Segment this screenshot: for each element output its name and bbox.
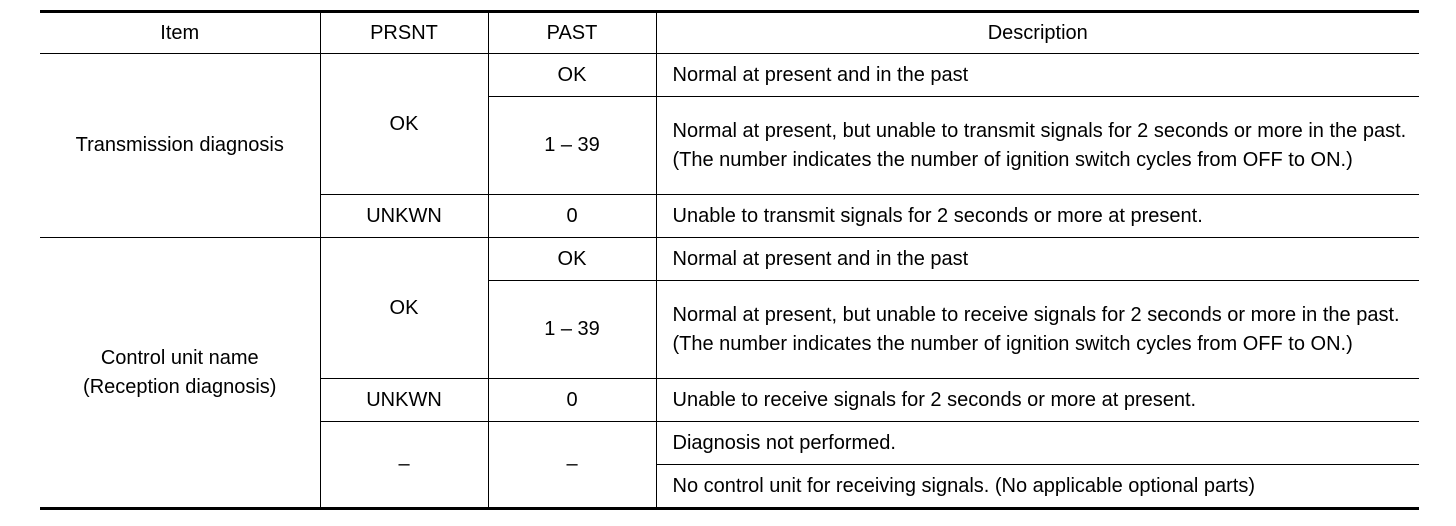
description-cell: Diagnosis not performed. [656,422,1419,465]
description-cell: Normal at present, but unable to receive signals for 2 seconds or more in the past. (The number indicates the number of ignition switch cycles from OFF to ON.) [656,281,1419,379]
table-row [40,238,1419,281]
item-control-unit-name [40,238,320,509]
description-cell: Normal at present and in the past [656,54,1419,97]
transmission-group [40,54,1419,238]
description-cell: Unable to receive signals for 2 seconds or more at present. [656,379,1419,422]
description-cell: Normal at present, but unable to transmit signals for 2 seconds or more in the past. (The number indicates the number of ignition switch cycles from OFF to ON.) [656,97,1419,195]
description-cell: No control unit for receiving signals. (No applicable optional parts) [656,465,1419,509]
past-cell: OK [488,238,656,281]
past-cell: 1 – 39 [488,281,656,379]
table-header [40,12,1419,54]
item-line: Transmission diagnosis [75,134,284,156]
prsnt-cell: OK [320,238,488,379]
diagnosis-table [40,10,1419,510]
table-row [40,54,1419,97]
past-cell: – [488,422,656,509]
header-prsnt: PRSNT [320,12,488,54]
prsnt-cell: – [320,422,488,509]
item-line: (Reception diagnosis) [83,375,277,398]
header-item: Item [40,12,320,54]
prsnt-cell: UNKWN [320,195,488,238]
past-cell: 0 [488,195,656,238]
description-cell: Unable to transmit signals for 2 seconds or more at present. [656,195,1419,238]
item-line: Control unit name [100,346,259,369]
past-cell: 1 – 39 [488,97,656,195]
header-past: PAST [488,12,656,54]
header-description: Description [656,12,1419,54]
prsnt-cell: UNKWN [320,379,488,422]
item-transmission-diagnosis [40,54,320,238]
description-cell: Normal at present and in the past [656,238,1419,281]
prsnt-cell: OK [320,54,488,195]
past-cell: 0 [488,379,656,422]
past-cell: OK [488,54,656,97]
header-row [40,12,1419,54]
reception-group [40,238,1419,509]
